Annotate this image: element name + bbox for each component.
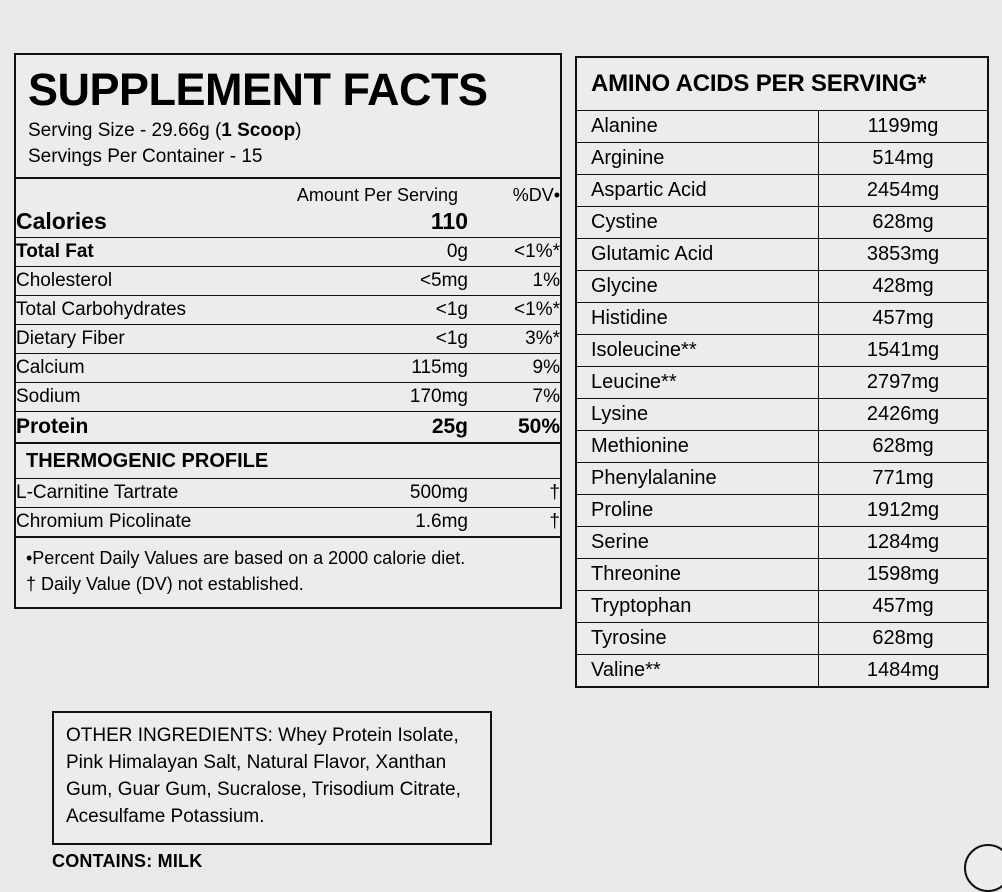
table-row [16, 296, 560, 325]
row-dv: † [549, 511, 560, 533]
table-row [577, 303, 987, 335]
row-amount: <5mg [241, 267, 468, 296]
row-name: L-Carnitine Tartrate [16, 479, 355, 508]
row-name: Calories [16, 207, 241, 238]
amino-value: 628mg [819, 623, 988, 655]
amino-acids-panel [575, 56, 989, 688]
row-dv: 1% [468, 267, 560, 296]
amino-value: 457mg [819, 303, 988, 335]
thermogenic-profile-header: THERMOGENIC PROFILE [16, 442, 560, 479]
table-row [16, 508, 560, 537]
amino-value: 428mg [819, 271, 988, 303]
row-amount: 500mg [355, 479, 468, 508]
row-amount: 110 [241, 207, 468, 238]
row-dv: <1%* [468, 238, 560, 267]
footnote-daily-values: •Percent Daily Values are based on a 2000 calorie diet. [26, 548, 466, 569]
serving-info [16, 116, 560, 177]
supplement-facts-title: SUPPLEMENT FACTS [28, 64, 488, 115]
amino-value: 1484mg [819, 655, 988, 687]
row-dv: 9% [468, 354, 560, 383]
amino-value: 1284mg [819, 527, 988, 559]
amino-value: 1541mg [819, 335, 988, 367]
table-row [577, 207, 987, 239]
amino-name: Threonine [577, 559, 819, 591]
table-header-row [16, 179, 560, 207]
table-row [577, 623, 987, 655]
amino-acids-title: AMINO ACIDS PER SERVING* [591, 70, 927, 97]
amino-name: Tryptophan [577, 591, 819, 623]
footnote-dv-not-established: † Daily Value (DV) not established. [26, 574, 304, 595]
amino-value: 3853mg [819, 239, 988, 271]
row-dv: <1%* [468, 296, 560, 325]
amino-value: 1199mg [819, 111, 988, 143]
row-name: Sodium [16, 383, 241, 412]
table-row [577, 527, 987, 559]
table-row [577, 367, 987, 399]
amino-name: Alanine [577, 111, 819, 143]
nutrition-table [16, 179, 560, 442]
table-row [577, 175, 987, 207]
table-row [16, 383, 560, 412]
table-row [16, 238, 560, 267]
table-row [577, 239, 987, 271]
row-amount: 115mg [241, 354, 468, 383]
row-amount: <1g [241, 296, 468, 325]
amino-acids-table [577, 110, 987, 686]
amino-value: 771mg [819, 463, 988, 495]
amino-name: Phenylalanine [577, 463, 819, 495]
allergen-statement: CONTAINS: MILK [52, 851, 203, 871]
table-row [16, 325, 560, 354]
amino-value: 2454mg [819, 175, 988, 207]
amino-name: Lysine [577, 399, 819, 431]
row-dv: 50% [517, 415, 560, 439]
serving-size-value: 1 Scoop [221, 120, 296, 141]
amino-name: Leucine** [577, 367, 819, 399]
serving-size-label: Serving Size - 29.66g ( [28, 120, 222, 141]
amino-name: Proline [577, 495, 819, 527]
amino-value: 457mg [819, 591, 988, 623]
amino-name: Serine [577, 527, 819, 559]
table-row [577, 271, 987, 303]
amino-value: 1598mg [819, 559, 988, 591]
row-name: Cholesterol [16, 267, 241, 296]
amino-name: Valine** [577, 655, 819, 687]
header-blank [16, 179, 241, 207]
servings-per-container: Servings Per Container - 15 [28, 145, 263, 167]
row-amount: 25g [431, 415, 468, 439]
corner-circle-decoration [964, 844, 1002, 892]
row-dv: 3%* [468, 325, 560, 354]
table-row [16, 479, 560, 508]
row-dv: 7% [468, 383, 560, 412]
row-name: Total Fat [16, 238, 241, 267]
row-dv: † [468, 479, 560, 508]
amino-name: Arginine [577, 143, 819, 175]
footnotes [16, 536, 560, 607]
thermogenic-table [16, 479, 560, 536]
table-row [577, 335, 987, 367]
amino-value: 628mg [819, 431, 988, 463]
row-name: Dietary Fiber [16, 325, 241, 354]
amino-name: Isoleucine** [577, 335, 819, 367]
table-row [16, 354, 560, 383]
amino-value: 514mg [819, 143, 988, 175]
table-row [577, 559, 987, 591]
table-row [577, 655, 987, 687]
row-name: Total Carbohydrates [16, 296, 241, 325]
table-row [16, 207, 560, 238]
amino-name: Histidine [577, 303, 819, 335]
header-amount: Amount Per Serving [296, 185, 458, 206]
amino-name: Cystine [577, 207, 819, 239]
table-row [577, 143, 987, 175]
serving-size-close: ) [295, 120, 302, 141]
table-row [16, 412, 560, 443]
amino-value: 2797mg [819, 367, 988, 399]
table-row [577, 591, 987, 623]
other-ingredients-text: OTHER INGREDIENTS: Whey Protein Isolate, Pink Himalayan Salt, Natural Flavor, Xanthan Gum, Guar Gum, Sucralose, Trisodium Citrate, Acesulfame Potassium. [66, 725, 461, 827]
amino-name: Glutamic Acid [577, 239, 819, 271]
table-row [577, 431, 987, 463]
amino-value: 1912mg [819, 495, 988, 527]
serving-size-line [28, 118, 548, 144]
amino-value: 628mg [819, 207, 988, 239]
table-row [577, 111, 987, 143]
row-name: Protein [16, 415, 89, 439]
row-amount: 170mg [241, 383, 468, 412]
table-row [577, 463, 987, 495]
amino-name: Aspartic Acid [577, 175, 819, 207]
table-row [577, 399, 987, 431]
amino-name: Glycine [577, 271, 819, 303]
other-ingredients-box [52, 711, 492, 845]
table-row [16, 267, 560, 296]
supplement-facts-panel [14, 53, 562, 609]
row-name: Calcium [16, 354, 241, 383]
table-row [577, 495, 987, 527]
amino-value: 2426mg [819, 399, 988, 431]
row-name: Chromium Picolinate [16, 511, 192, 533]
header-dv: %DV• [512, 185, 560, 206]
row-dv [468, 207, 560, 238]
row-amount: <1g [241, 325, 468, 354]
row-amount: 1.6mg [415, 511, 468, 533]
row-amount: 0g [241, 238, 468, 267]
amino-name: Tyrosine [577, 623, 819, 655]
amino-name: Methionine [577, 431, 819, 463]
